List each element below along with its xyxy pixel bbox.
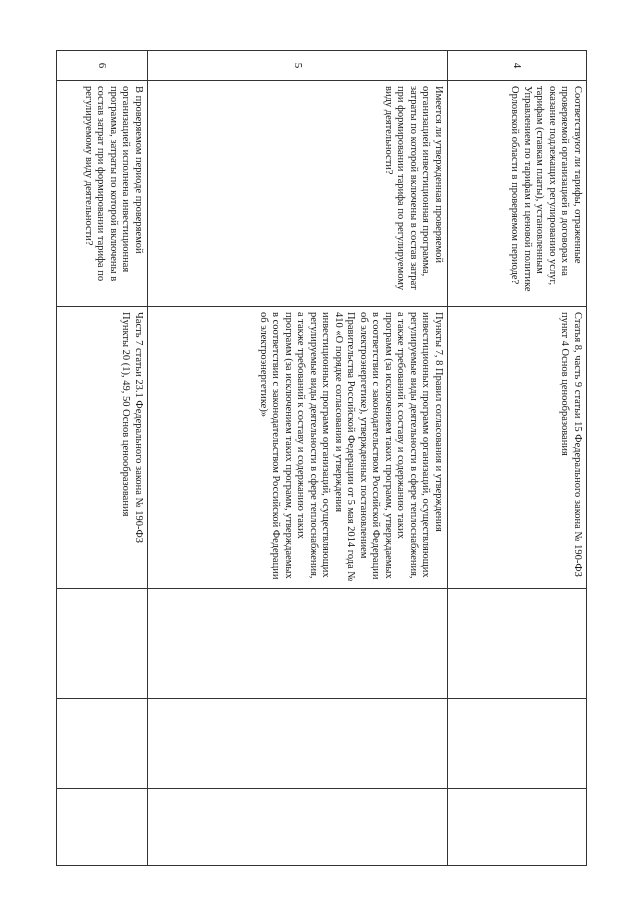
question-cell: В проверяемом периоде проверяемой организацией исполнена инвестиционная программа, затраты по которой включены в состав затрат при формировании тарифа по регулируемому виду деятельности? xyxy=(57,81,148,307)
row-number: 6 xyxy=(57,51,148,81)
legal-basis-cell: Часть 7 статьи 23.1 Федерального закона № 190-ФЗ Пункты 20 (1), 49, 50 Основ ценообразования xyxy=(57,307,148,589)
empty-cell xyxy=(57,789,148,866)
empty-cell xyxy=(448,589,587,699)
question-cell: Имеется ли утвержденная проверяемой организацией инвестиционная программа, затраты по которой включены в состав затрат при формировании тарифа по регулируемому виду деятельности? xyxy=(148,81,448,307)
empty-cell xyxy=(148,589,448,699)
empty-cell xyxy=(57,589,148,699)
empty-cell xyxy=(148,699,448,789)
table-row xyxy=(148,51,448,866)
empty-cell xyxy=(448,699,587,789)
empty-cell xyxy=(148,789,448,866)
row-number: 5 xyxy=(148,51,448,81)
legal-basis-cell: Статья 8, часть 9 статьи 15 Федерального закона № 190-ФЗ пункт 4 Основ ценообразования xyxy=(448,307,587,589)
legal-basis-cell: Пункты 7, 8 Правил согласования и утверждения инвестиционных программ организаций, осуществляющих регулируемые виды деятельности в сфере теплоснабжения, а также требований к составу и содержанию таких программ (за исключением таких программ, утверждаемых в соответствии с законодательством Российской Федерации об электроэнергетике), утвержденных постановлением Правительства Российской Федерации от 5 мая 2014 года № 410 «О порядке согласования и утверждения инвестиционных программ организаций, осуществляющих регулируемые виды деятельности в сфере теплоснабжения, а также требований к составу и содержанию таких программ (за исключением таких программ, утверждаемых в соответствии с законодательством Российской Федерации об электроэнергетике)» xyxy=(148,307,448,589)
checklist-table xyxy=(56,50,587,866)
empty-cell xyxy=(448,789,587,866)
empty-cell xyxy=(57,699,148,789)
table-row xyxy=(57,51,148,866)
row-number: 4 xyxy=(448,51,587,81)
rotated-document-page xyxy=(57,50,587,865)
question-cell: Соответствуют ли тарифы, отраженные проверяемой организацией в договорах на оказание подлежащих регулированию услуг, тарифам (ставкам платы), установленным Управлением по тарифам и ценовой политике Орловской области в проверяемом периоде? xyxy=(448,81,587,307)
table-row xyxy=(448,51,587,866)
